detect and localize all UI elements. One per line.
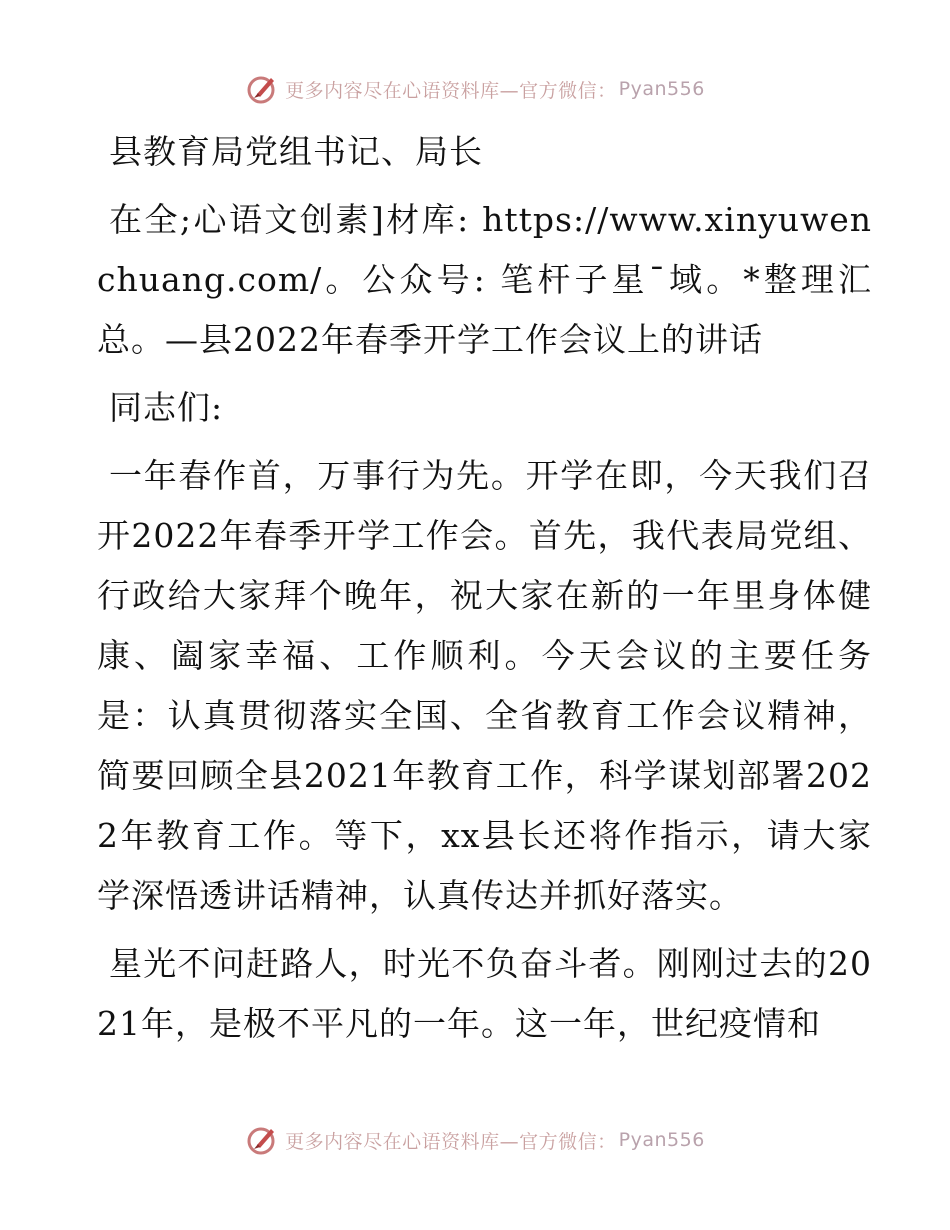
author-line: 县教育局党组书记、局长 xyxy=(109,132,483,171)
watermark-text: 更多内容尽在心语资料库—官方微信： xyxy=(285,1130,617,1153)
watermark-header xyxy=(0,72,950,106)
quill-logo-icon xyxy=(245,1123,279,1157)
watermark-text: 更多内容尽在心语资料库—官方微信： xyxy=(285,79,617,102)
watermark-wechat-id: Pyan556 xyxy=(618,1129,705,1151)
salutation: 同志们: xyxy=(109,388,224,427)
title-paragraph: 在全;心语文创素]材库: https://www.xinyuwenchuang.com/。公众号: 笔杆子星¯域。*整理汇总。—县2022年春季开学工作会议上的讲话 xyxy=(97,200,872,359)
watermark-footer xyxy=(0,1123,950,1157)
document-body xyxy=(97,122,872,1054)
quill-logo-icon xyxy=(245,72,279,106)
watermark-wechat-id: Pyan556 xyxy=(618,78,705,100)
body-paragraph: 星光不问赶路人，时光不负奋斗者。刚刚过去的2021年，是极不平凡的一年。这一年，世纪疫情和 xyxy=(97,944,872,1043)
body-paragraph: 一年春作首，万事行为先。开学在即，今天我们召开2022年春季开学工作会。首先，我代表局党组、行政给大家拜个晚年，祝大家在新的一年里身体健康、阖家幸福、工作顺利。今天会议的主要任务是：认真贯彻落实全国、全省教育工作会议精神，简要回顾全县2021年教育工作，科学谋划部署2022年教育工作。等下，xx县长还将作指示，请大家学深悟透讲话精神，认真传达并抓好落实。 xyxy=(97,456,872,915)
